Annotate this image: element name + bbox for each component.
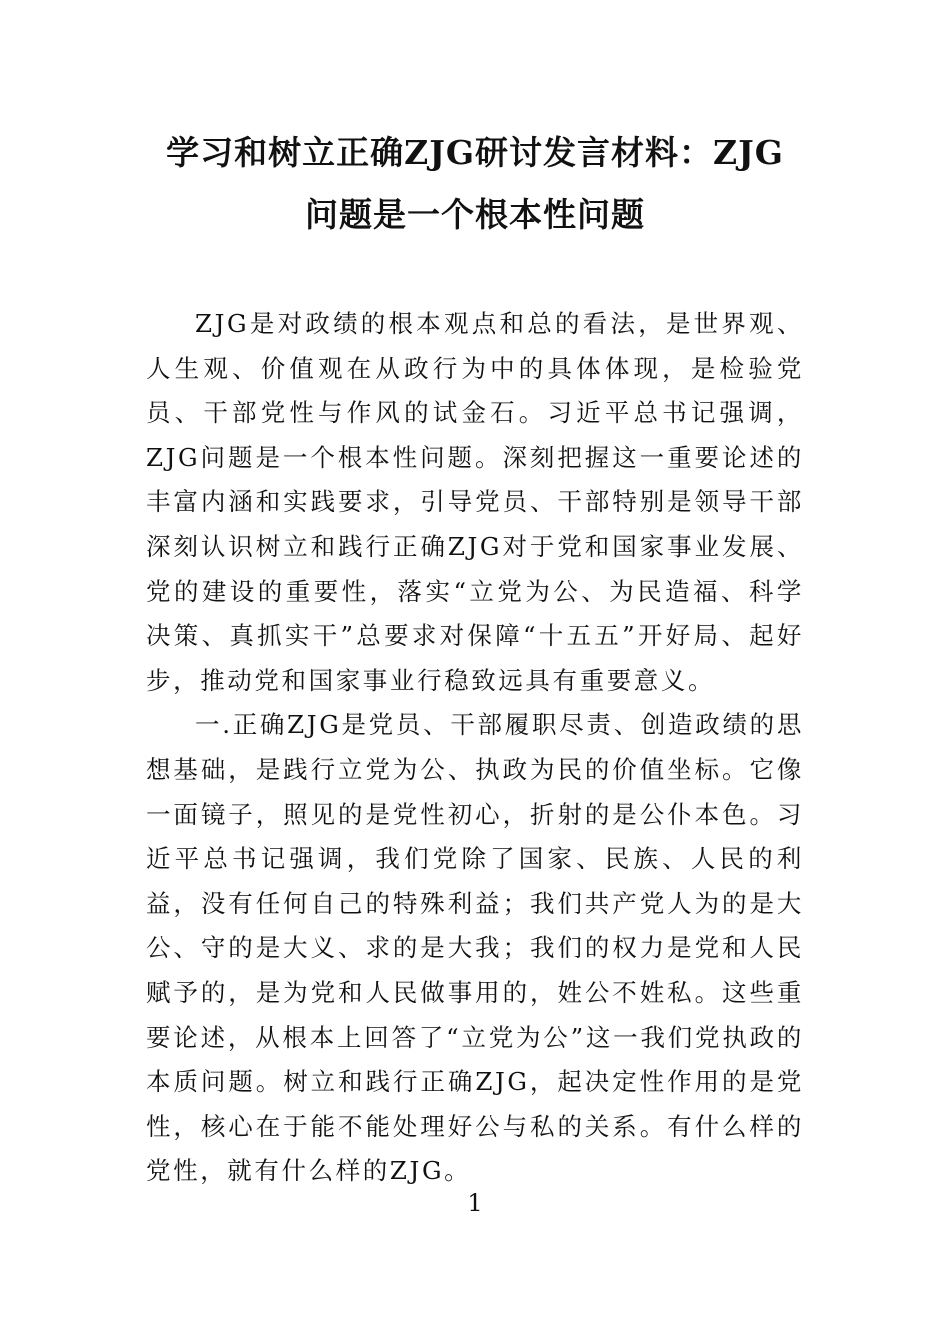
page-number: 1 <box>467 1189 483 1217</box>
paragraph-section-1: 一.正确ZJG是党员、干部履职尽责、创造政绩的思想基础，是践行立党为公、执政为民的价值坐标。它像一面镜子，照见的是党性初心，折射的是公仆本色。习近平总书记强调，我们党除了国家、民族、人民的利益，没有任何自己的特殊利益；我们共产党人为的是大公、守的是大义、求的是大我；我们的权力是党和人民赋予的，是为党和人民做事用的，姓公不姓私。这些重要论述，从根本上回答了“立党为公”这一我们党执政的本质问题。树立和践行正确ZJG，起决定性作用的是党性，核心在于能不能处理好公与私的关系。有什么样的党性，就有什么样的ZJG。 <box>146 710 804 1186</box>
document-title <box>146 122 804 246</box>
paragraph-intro: ZJG是对政绩的根本观点和总的看法，是世界观、人生观、价值观在从政行为中的具体体现，是检验党员、干部党性与作风的试金石。习近平总书记强调，ZJG问题是一个根本性问题。深刻把握这一重要论述的丰富内涵和实践要求，引导党员、干部特别是领导干部深刻认识树立和践行正确ZJG对于党和国家事业发展、党的建设的重要性，落实“立党为公、为民造福、科学决策、真抓实干”总要求对保障“十五五”开好局、起好步，推动党和国家事业行稳致远具有重要意义。 <box>146 309 804 695</box>
title-line-1: 学习和树立正确ZJG研讨发言材料：ZJG <box>166 133 784 172</box>
title-line-2: 问题是一个根本性问题 <box>305 195 645 234</box>
document-body <box>146 302 804 1194</box>
